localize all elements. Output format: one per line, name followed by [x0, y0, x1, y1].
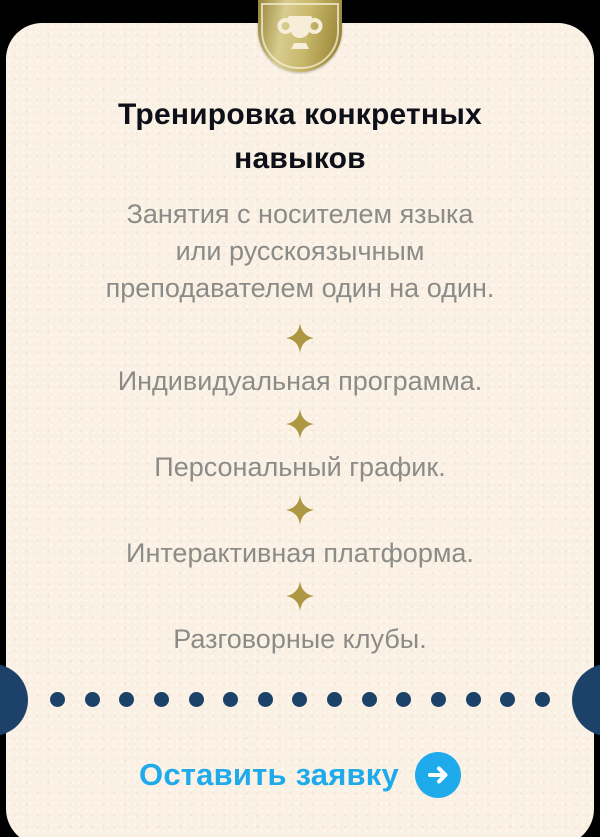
perforation-dots	[50, 692, 550, 707]
offer-card	[6, 23, 594, 837]
perforation-notch-right	[572, 664, 600, 736]
sparkle-icon	[286, 495, 314, 525]
trophy-icon	[277, 40, 323, 57]
sparkle-icon	[286, 581, 314, 611]
description-line: или русскоязычным	[175, 236, 425, 266]
feature-item: Персональный график.	[154, 452, 446, 482]
submit-request-label: Оставить заявку	[139, 757, 399, 792]
description-line: преподавателем один на один.	[105, 273, 495, 303]
sparkle-icon	[286, 323, 314, 353]
arrow-right-icon	[415, 752, 461, 798]
perforation-notch-left	[0, 664, 28, 736]
sparkle-icon	[286, 409, 314, 439]
ticket-perforation	[6, 664, 594, 736]
submit-request-link[interactable]	[6, 752, 594, 798]
feature-item: Интерактивная платформа.	[126, 538, 474, 568]
feature-item: Разговорные клубы.	[173, 624, 427, 654]
description-line: Занятия с носителем языка	[126, 199, 474, 229]
card-title: Тренировка конкретных навыков	[118, 98, 482, 175]
card-description	[6, 196, 594, 307]
award-badge	[258, 0, 342, 72]
feature-item: Индивидуальная программа.	[117, 366, 483, 396]
